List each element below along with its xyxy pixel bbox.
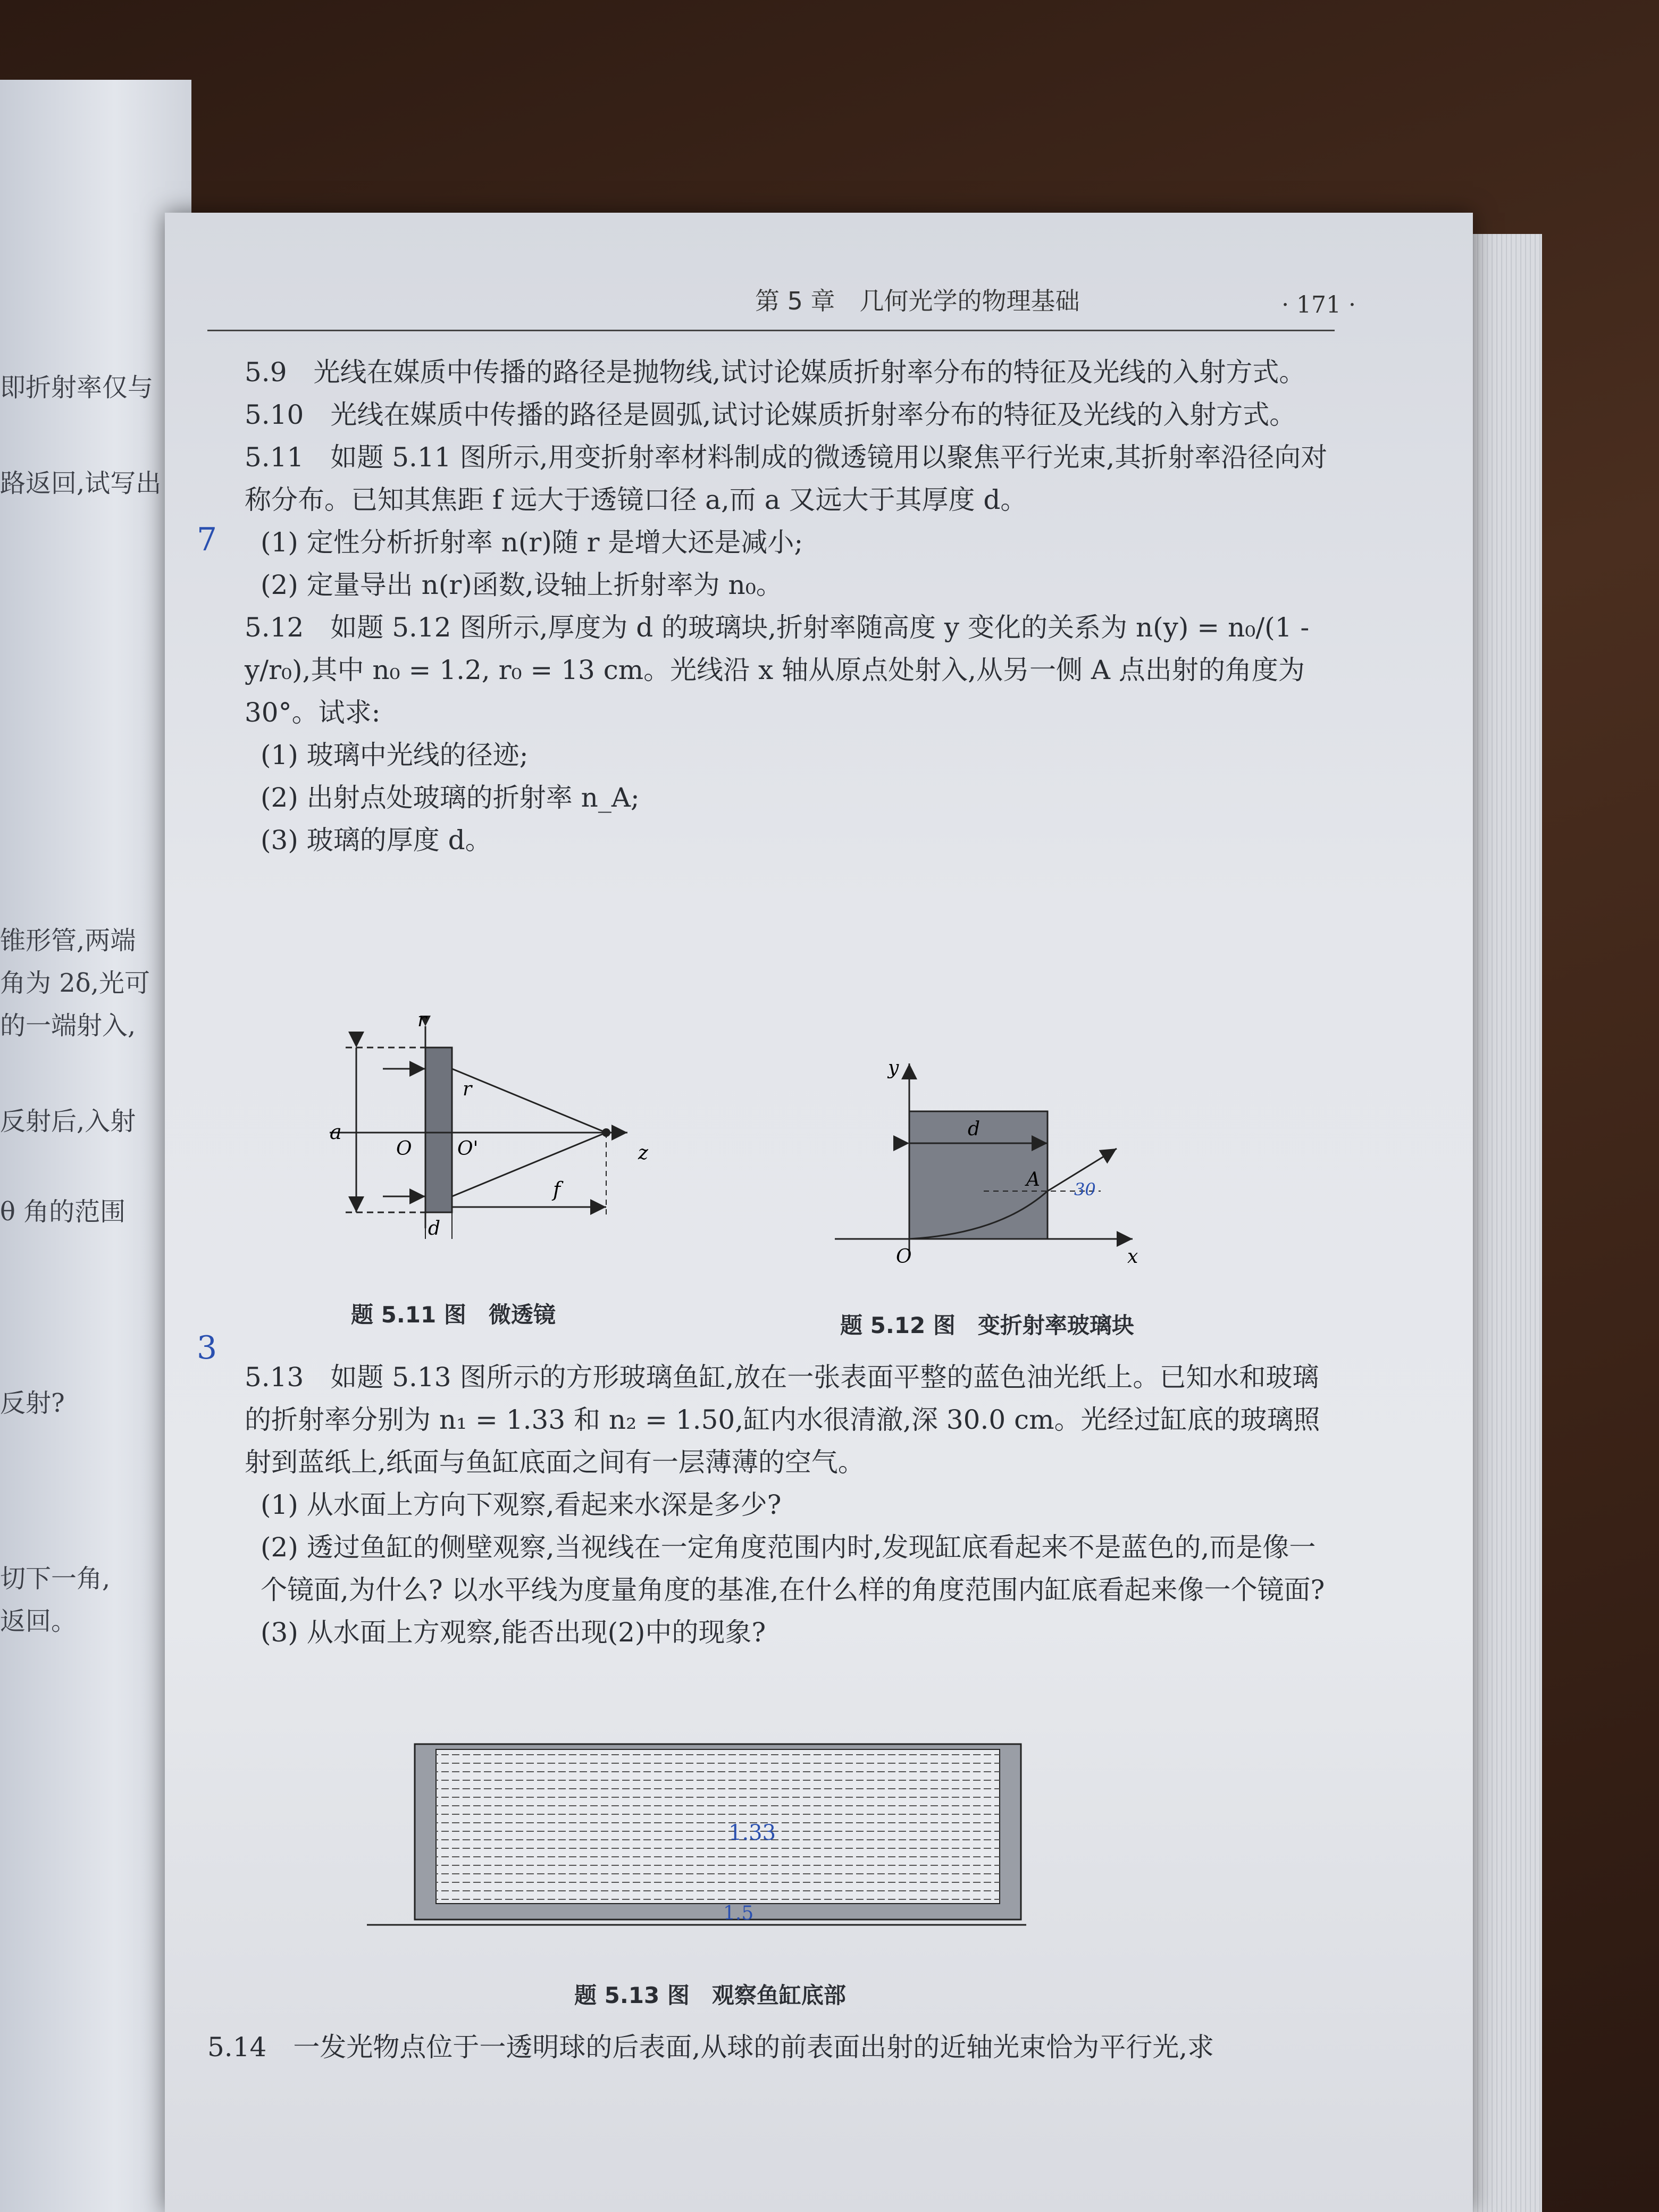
pen-mark-5-13: 3 xyxy=(197,1329,217,1367)
label-y: y xyxy=(888,1057,899,1079)
problem-5-11-q1: (1) 定性分析折射率 n(r)随 r 是增大还是减小; xyxy=(261,527,803,558)
left-page xyxy=(0,80,191,2212)
left-fragment: 反射后,入射 xyxy=(0,1107,136,1136)
lens-body xyxy=(425,1048,452,1212)
label-A: A xyxy=(1026,1169,1040,1191)
label-O: O xyxy=(396,1138,412,1160)
figure-5-11-microlens xyxy=(287,1016,659,1239)
problem-5-12-q2: (2) 出射点处玻璃的折射率 n_A; xyxy=(261,782,640,813)
label-x: x xyxy=(1127,1246,1138,1268)
label-O-prime: O' xyxy=(457,1138,479,1160)
handwritten-1-5: 1.5 xyxy=(723,1903,754,1924)
problems-top xyxy=(207,351,1335,861)
problem-5-12-q3: (3) 玻璃的厚度 d。 xyxy=(261,825,492,856)
figure-5-13-fish-tank xyxy=(367,1733,1026,1936)
page-number: · 171 · xyxy=(1281,291,1356,319)
handwritten-1-33: 1.33 xyxy=(728,1821,776,1845)
label-O: O xyxy=(896,1246,912,1268)
figure-5-12-caption: 题 5.12 图 变折射率玻璃块 xyxy=(840,1312,1134,1338)
header-rule xyxy=(207,330,1335,331)
problem-5-13-q3: (3) 从水面上方观察,能否出现(2)中的现象? xyxy=(261,1617,766,1648)
pen-mark-5-11: 7 xyxy=(197,521,217,558)
left-fragment: 切下一角, xyxy=(0,1564,111,1594)
handwritten-30: 30 xyxy=(1074,1179,1096,1200)
label-a: a xyxy=(330,1120,342,1144)
label-r: r xyxy=(463,1078,472,1100)
problem-5-11-q2: (2) 定量导出 n(r)函数,设轴上折射率为 n₀。 xyxy=(261,569,783,600)
problem-5-13-q2: (2) 透过鱼缸的侧壁观察,当视线在一定角度范围内时,发现缸底看起来不是蓝色的,而是像一个镜面,为什么? 以水平线为度量角度的基准,在什么样的角度范围内缸底看起来像一个镜面? xyxy=(261,1532,1325,1605)
water xyxy=(436,1749,1000,1904)
left-fragment: 即折射率仅与 xyxy=(0,373,154,403)
left-fragment: θ 角的范围 xyxy=(0,1197,126,1227)
problem-5-14: 5.14 一发光物点位于一透明球的后表面,从球的前表面出射的近轴光束恰为平行光,求 xyxy=(207,2032,1214,2063)
problem-5-11: 5.11 如题 5.11 图所示,用变折射率材料制成的微透镜用以聚焦平行光束,其折射率沿径向对称分布。已知其焦距 f 远大于透镜口径 a,而 a 又远大于其厚度 d。 xyxy=(245,442,1328,515)
problems-bottom xyxy=(207,2026,1335,2068)
problems-middle xyxy=(207,1356,1335,1654)
left-fragment: 反射? xyxy=(0,1388,65,1418)
page-header xyxy=(207,282,1388,330)
chapter-title: 第 5 章 几何光学的物理基础 xyxy=(755,287,1080,315)
left-fragment: 角为 2δ,光可 xyxy=(0,968,150,998)
label-r-axis: r xyxy=(417,1016,427,1031)
problem-5-13: 5.13 如题 5.13 图所示的方形玻璃鱼缸,放在一张表面平整的蓝色油光纸上。已知水和玻璃的折射率分别为 n₁ = 1.33 和 n₂ = 1.50,缸内水很清澈,深 30.0 cm。光经过缸底的玻璃照射到蓝纸上,纸面与鱼缸底面之间有一层薄薄的空气。 xyxy=(245,1362,1320,1478)
figure-5-11-caption: 题 5.11 图 微透镜 xyxy=(351,1302,556,1328)
problem-5-10: 5.10 光线在媒质中传播的路径是圆弧,试讨论媒质折射率分布的特征及光线的入射方式。 xyxy=(245,399,1296,430)
problem-5-13-q1: (1) 从水面上方向下观察,看起来水深是多少? xyxy=(261,1489,782,1520)
problem-5-12-q1: (1) 玻璃中光线的径迹; xyxy=(261,740,529,770)
label-d: d xyxy=(428,1218,441,1239)
label-z: z xyxy=(638,1142,648,1164)
figure-5-13-caption: 题 5.13 图 观察鱼缸底部 xyxy=(574,1982,846,2008)
label-d: d xyxy=(968,1118,981,1140)
problem-5-9: 5.9 光线在媒质中传播的路径是抛物线,试讨论媒质折射率分布的特征及光线的入射方式。 xyxy=(245,357,1306,388)
left-fragment: 返回。 xyxy=(0,1606,77,1636)
problem-5-12: 5.12 如题 5.12 图所示,厚度为 d 的玻璃块,折射率随高度 y 变化的关系为 n(y) = n₀/(1 - y/r₀),其中 n₀ = 1.2, r₀ = 13 cm。光线沿 x 轴从原点处射入,从另一侧 A 点出射的角度为 30°。试求: xyxy=(245,612,1310,728)
left-fragment: 锥形管,两端 xyxy=(0,926,136,956)
figure-5-12-glass-block xyxy=(824,1053,1239,1276)
label-f: f xyxy=(553,1178,561,1201)
left-fragment: 路返回,试写出 xyxy=(0,468,162,498)
left-fragment: 的一端射入, xyxy=(0,1011,136,1041)
book-page xyxy=(165,213,1473,2212)
